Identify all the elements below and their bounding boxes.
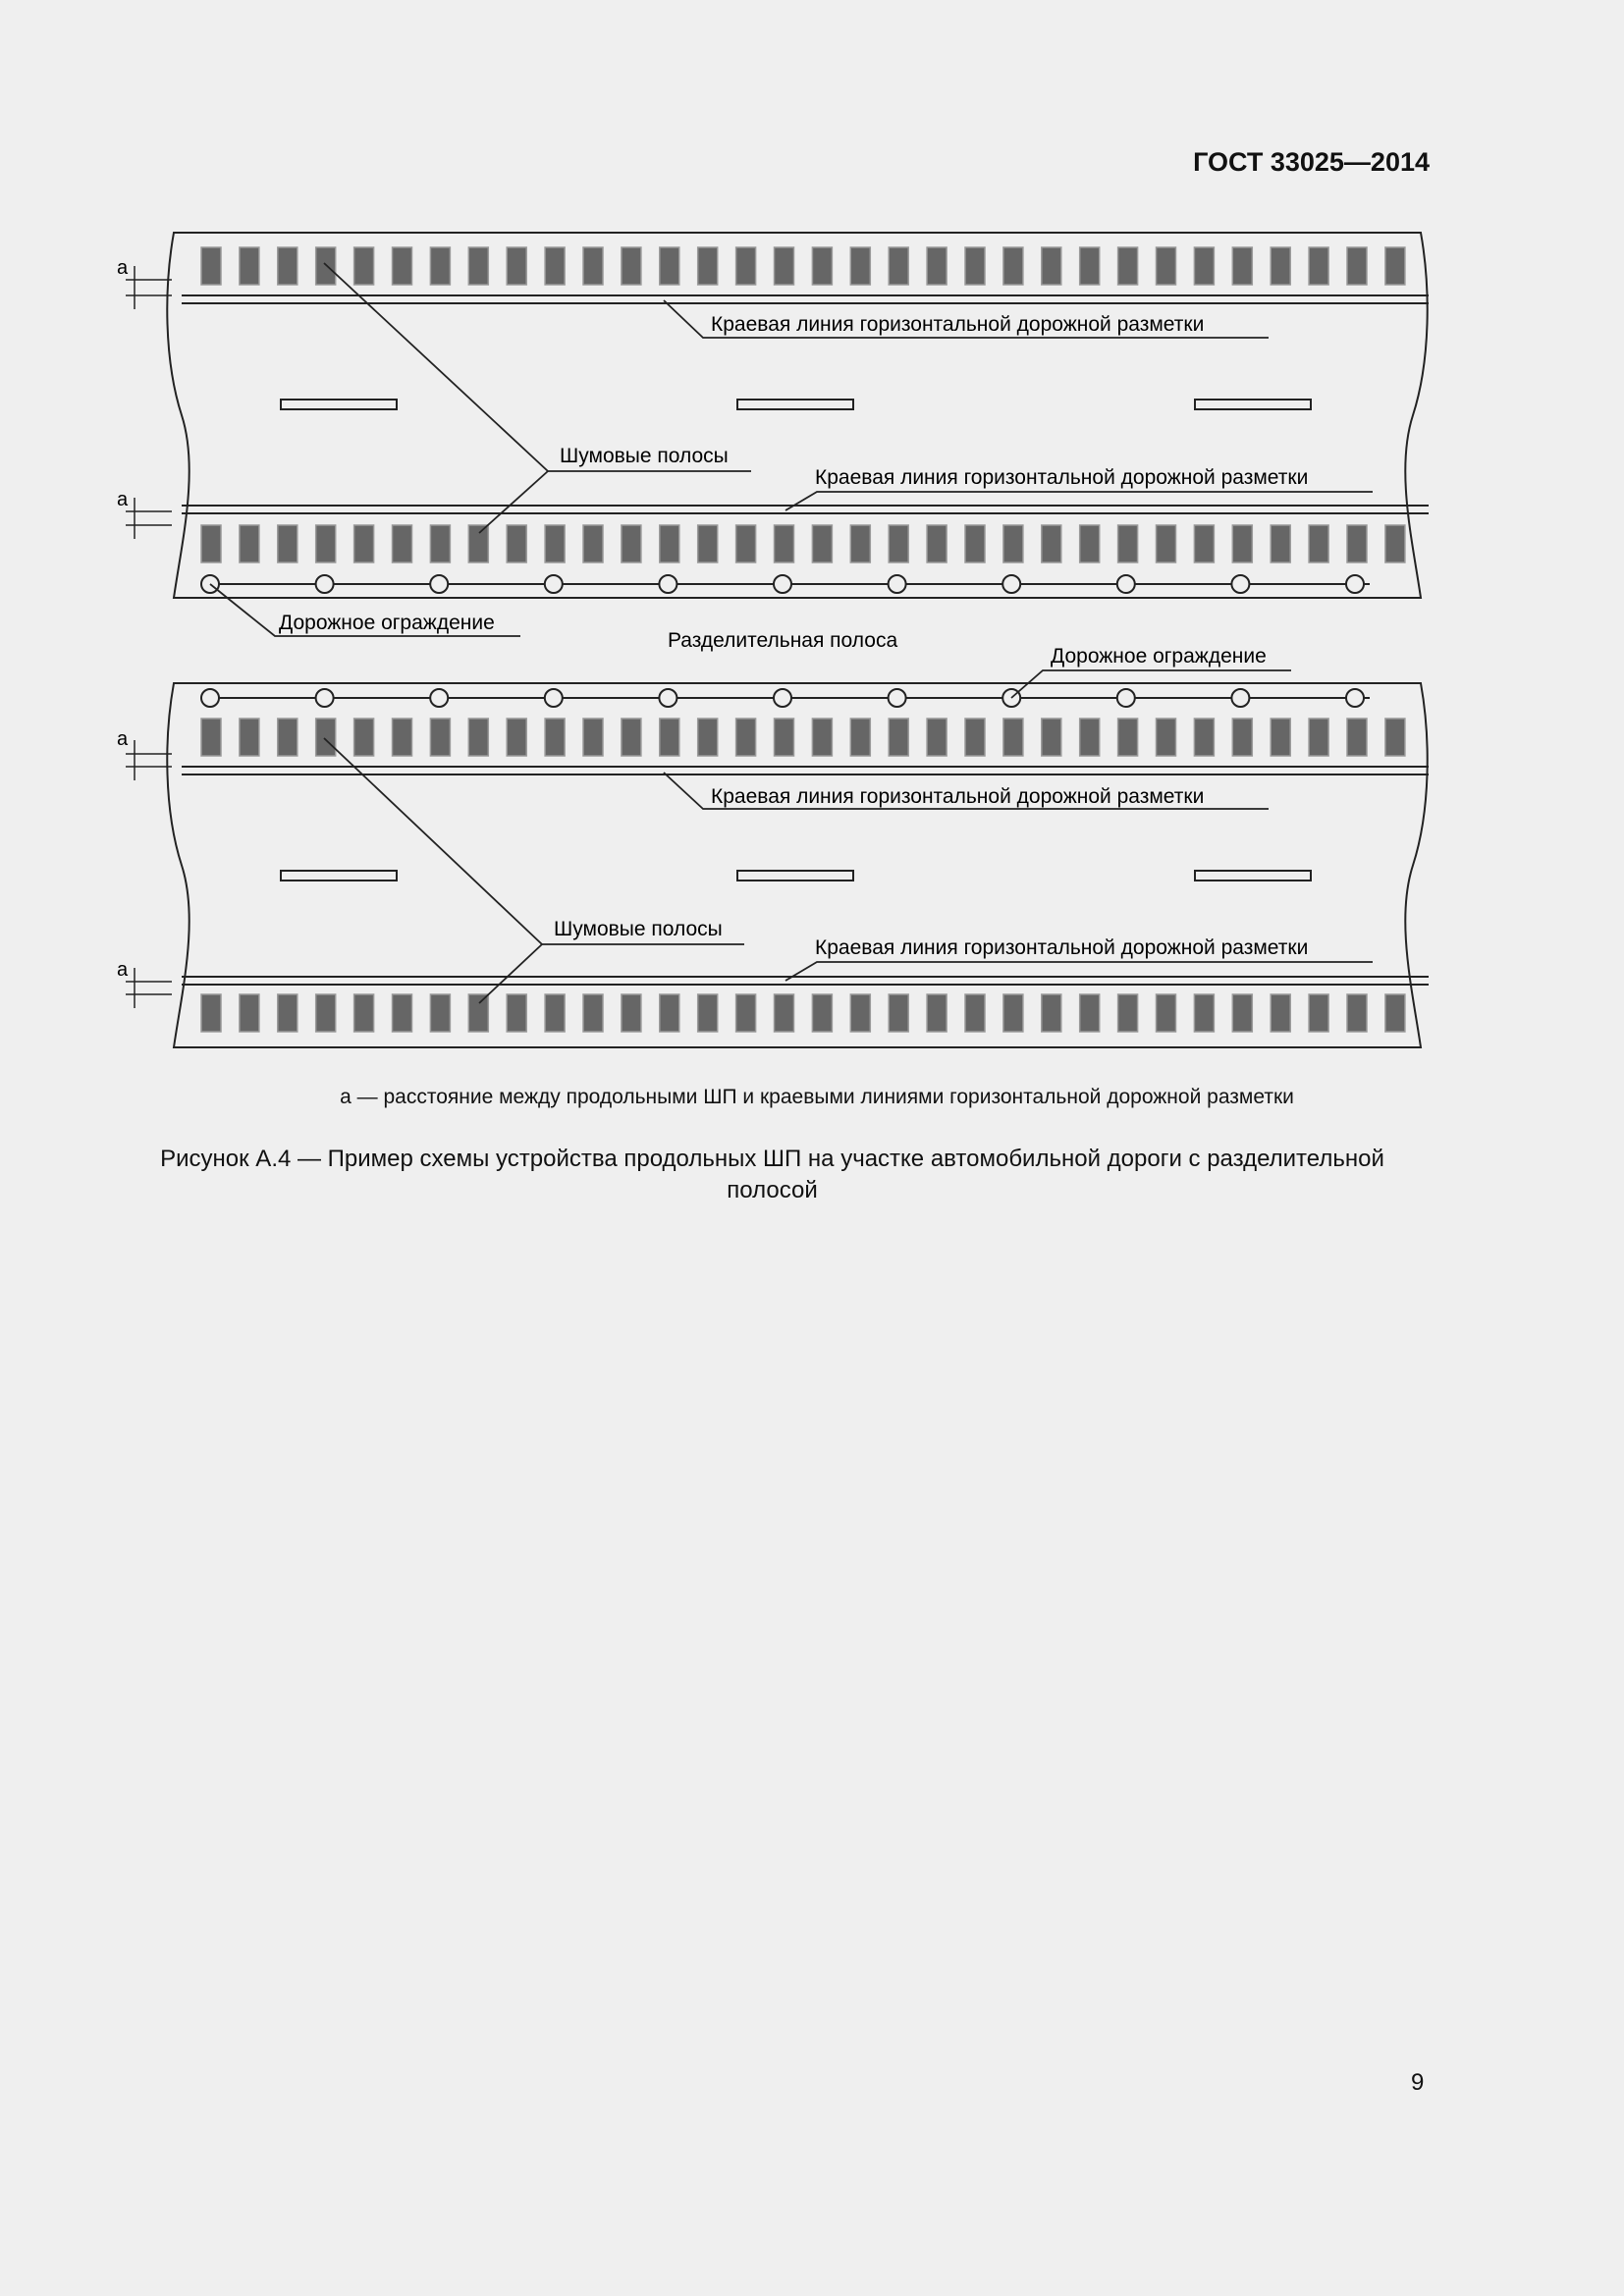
rumble-strip bbox=[278, 994, 298, 1032]
rumble-strip bbox=[660, 247, 679, 285]
barrier-post bbox=[1346, 689, 1364, 707]
rumble-strip bbox=[1157, 994, 1176, 1032]
rumble-strip bbox=[1042, 247, 1061, 285]
rumble-strip bbox=[583, 719, 603, 756]
rumble-strip bbox=[1003, 719, 1023, 756]
median-label: Разделительная полоса bbox=[668, 629, 898, 652]
rumble-strip bbox=[1347, 994, 1367, 1032]
rumble-strip bbox=[278, 525, 298, 562]
rumble-strip bbox=[660, 525, 679, 562]
rumble-strip bbox=[1309, 247, 1328, 285]
rumble-strip bbox=[316, 994, 336, 1032]
edge-line-label-1: Краевая линия горизонтальной дорожной разметки bbox=[711, 313, 1205, 336]
rumble-strip bbox=[507, 247, 526, 285]
rumble-strip bbox=[430, 994, 450, 1032]
rumble-strip bbox=[240, 994, 259, 1032]
rumble-strip bbox=[1347, 525, 1367, 562]
barrier-post bbox=[1002, 575, 1020, 593]
rumble-strip bbox=[316, 525, 336, 562]
rumble-strip bbox=[1080, 719, 1100, 756]
rumble-strip bbox=[1157, 525, 1176, 562]
rumble-strip bbox=[965, 994, 985, 1032]
edge-line-label-3: Краевая линия горизонтальной дорожной разметки bbox=[711, 785, 1205, 808]
road-scheme-figure bbox=[0, 0, 1624, 1080]
barrier-post bbox=[774, 575, 791, 593]
barrier-post bbox=[774, 689, 791, 707]
page-number: 9 bbox=[1411, 2069, 1425, 2096]
rumble-strip bbox=[1347, 719, 1367, 756]
barrier-post bbox=[1231, 689, 1249, 707]
rumble-strip bbox=[1232, 994, 1252, 1032]
rumble-strip bbox=[965, 247, 985, 285]
rumble-strip bbox=[889, 247, 908, 285]
dim-a-label-4: a bbox=[117, 959, 129, 981]
rumble-strip bbox=[1385, 719, 1405, 756]
rumble-strip bbox=[240, 247, 259, 285]
rumble-strip bbox=[1385, 247, 1405, 285]
caption-line-2: полосой bbox=[727, 1177, 818, 1203]
barrier-post bbox=[889, 575, 906, 593]
rumble-strip bbox=[850, 525, 870, 562]
rumble-strip bbox=[622, 994, 641, 1032]
barrier-post bbox=[659, 575, 677, 593]
rumble-strip bbox=[468, 525, 488, 562]
barrier-post bbox=[1346, 575, 1364, 593]
rumble-strip bbox=[927, 525, 947, 562]
rumble-strip bbox=[240, 525, 259, 562]
barrier-post bbox=[430, 689, 448, 707]
rumble-strip bbox=[1157, 247, 1176, 285]
rumble-strip bbox=[1042, 525, 1061, 562]
lane-dash bbox=[281, 871, 397, 881]
rumble-strip bbox=[698, 994, 718, 1032]
barrier-post bbox=[430, 575, 448, 593]
caption-line-1: Рисунок А.4 — Пример схемы устройства продольных ШП на участке автомобильной дороги с разделительной bbox=[160, 1146, 1384, 1172]
barrier-post bbox=[545, 575, 563, 593]
rumble-strip bbox=[393, 247, 412, 285]
rumble-strip bbox=[354, 525, 374, 562]
lane-dash bbox=[1195, 871, 1311, 881]
rumble-strip bbox=[1157, 719, 1176, 756]
rumble-strip bbox=[545, 247, 565, 285]
rumble-strip bbox=[316, 719, 336, 756]
rumble-strip bbox=[545, 719, 565, 756]
rumble-strip bbox=[507, 994, 526, 1032]
rumble-strip bbox=[393, 994, 412, 1032]
rumble-strip bbox=[507, 525, 526, 562]
rumble-strip bbox=[354, 994, 374, 1032]
rumble-strip bbox=[1385, 994, 1405, 1032]
rumble-strip bbox=[698, 719, 718, 756]
rumble-strips-label-2: Шумовые полосы bbox=[554, 918, 723, 940]
rumble-strip bbox=[927, 719, 947, 756]
rumble-strip bbox=[812, 525, 832, 562]
rumble-strip bbox=[775, 247, 794, 285]
rumble-strip bbox=[812, 247, 832, 285]
rumble-strip bbox=[775, 525, 794, 562]
rumble-strip bbox=[698, 525, 718, 562]
rumble-strip bbox=[201, 719, 221, 756]
rumble-strip bbox=[1003, 994, 1023, 1032]
rumble-strip bbox=[850, 719, 870, 756]
rumble-strip bbox=[278, 247, 298, 285]
lane-dash bbox=[737, 871, 853, 881]
rumble-strip bbox=[1232, 719, 1252, 756]
rumble-strip bbox=[1232, 525, 1252, 562]
rumble-strip bbox=[1118, 719, 1138, 756]
dim-a-label-3: a bbox=[117, 728, 129, 750]
barrier-post bbox=[889, 689, 906, 707]
rumble-strip bbox=[430, 247, 450, 285]
rumble-strip bbox=[736, 994, 756, 1032]
rumble-strip bbox=[430, 719, 450, 756]
dim-a-label-1: a bbox=[117, 257, 129, 279]
rumble-strip bbox=[316, 247, 336, 285]
rumble-strip bbox=[622, 719, 641, 756]
rumble-strip bbox=[965, 719, 985, 756]
rumble-strip bbox=[201, 994, 221, 1032]
rumble-strip bbox=[1309, 994, 1328, 1032]
barrier-post bbox=[1117, 689, 1135, 707]
rumble-strip bbox=[927, 994, 947, 1032]
edge-line-label-4: Краевая линия горизонтальной дорожной разметки bbox=[815, 936, 1309, 959]
rumble-strip bbox=[583, 994, 603, 1032]
rumble-strip bbox=[1042, 719, 1061, 756]
rumble-strip bbox=[1194, 247, 1214, 285]
rumble-strip bbox=[468, 719, 488, 756]
rumble-strip bbox=[1232, 247, 1252, 285]
rumble-strip bbox=[1309, 719, 1328, 756]
rumble-strip bbox=[736, 525, 756, 562]
rumble-strip bbox=[1194, 525, 1214, 562]
barrier-post bbox=[1117, 575, 1135, 593]
barrier-post bbox=[1231, 575, 1249, 593]
rumble-strip bbox=[622, 525, 641, 562]
rumble-strip bbox=[201, 247, 221, 285]
barrier-post bbox=[316, 689, 334, 707]
figure-caption bbox=[118, 1144, 1427, 1206]
rumble-strip bbox=[698, 247, 718, 285]
rumble-strip bbox=[1194, 719, 1214, 756]
rumble-strip bbox=[583, 247, 603, 285]
rumble-strip bbox=[1042, 994, 1061, 1032]
rumble-strip bbox=[1385, 525, 1405, 562]
rumble-strip bbox=[1271, 247, 1290, 285]
rumble-strip bbox=[468, 994, 488, 1032]
document-id: ГОСТ 33025—2014 bbox=[1193, 147, 1430, 177]
lane-dash bbox=[1195, 400, 1311, 409]
rumble-strip bbox=[660, 719, 679, 756]
barrier-post bbox=[545, 689, 563, 707]
rumble-strip bbox=[775, 719, 794, 756]
dim-a-label-2: a bbox=[117, 489, 129, 510]
rumble-strip bbox=[965, 525, 985, 562]
rumble-strip bbox=[393, 719, 412, 756]
rumble-strip bbox=[736, 247, 756, 285]
rumble-strip bbox=[1271, 719, 1290, 756]
rumble-strip bbox=[430, 525, 450, 562]
rumble-strip bbox=[1080, 525, 1100, 562]
rumble-strip bbox=[812, 719, 832, 756]
rumble-strip bbox=[1271, 525, 1290, 562]
rumble-strip bbox=[736, 719, 756, 756]
barrier-post bbox=[316, 575, 334, 593]
rumble-strip bbox=[545, 525, 565, 562]
rumble-strip bbox=[1118, 994, 1138, 1032]
rumble-strip bbox=[1271, 994, 1290, 1032]
rumble-strip bbox=[201, 525, 221, 562]
rumble-strip bbox=[889, 719, 908, 756]
road-barrier-label-1: Дорожное ограждение bbox=[279, 612, 495, 634]
rumble-strip bbox=[278, 719, 298, 756]
rumble-strip bbox=[850, 994, 870, 1032]
edge-line-label-2: Краевая линия горизонтальной дорожной разметки bbox=[815, 466, 1309, 489]
rumble-strip bbox=[889, 994, 908, 1032]
rumble-strip bbox=[1080, 247, 1100, 285]
rumble-strip bbox=[1309, 525, 1328, 562]
rumble-strip bbox=[1118, 525, 1138, 562]
rumble-strip bbox=[1347, 247, 1367, 285]
rumble-strip bbox=[545, 994, 565, 1032]
road-barrier-label-2: Дорожное ограждение bbox=[1051, 645, 1267, 667]
rumble-strip bbox=[889, 525, 908, 562]
rumble-strip bbox=[1194, 994, 1214, 1032]
rumble-strip bbox=[507, 719, 526, 756]
lane-dash bbox=[737, 400, 853, 409]
rumble-strip bbox=[927, 247, 947, 285]
rumble-strip bbox=[622, 247, 641, 285]
rumble-strip bbox=[354, 247, 374, 285]
rumble-strip bbox=[1003, 247, 1023, 285]
rumble-strip bbox=[1003, 525, 1023, 562]
rumble-strip bbox=[1080, 994, 1100, 1032]
rumble-strip bbox=[468, 247, 488, 285]
rumble-strip bbox=[354, 719, 374, 756]
rumble-strip bbox=[393, 525, 412, 562]
barrier-post bbox=[659, 689, 677, 707]
rumble-strips-label-1: Шумовые полосы bbox=[560, 445, 729, 467]
rumble-strip bbox=[775, 994, 794, 1032]
rumble-strip bbox=[583, 525, 603, 562]
rumble-strip bbox=[1118, 247, 1138, 285]
lane-dash bbox=[281, 400, 397, 409]
rumble-strip bbox=[660, 994, 679, 1032]
rumble-strip bbox=[812, 994, 832, 1032]
figure-legend: а — расстояние между продольными ШП и краевыми линиями горизонтальной дорожной разметки bbox=[340, 1086, 1294, 1108]
rumble-strip bbox=[850, 247, 870, 285]
rumble-strip bbox=[240, 719, 259, 756]
barrier-post bbox=[201, 689, 219, 707]
